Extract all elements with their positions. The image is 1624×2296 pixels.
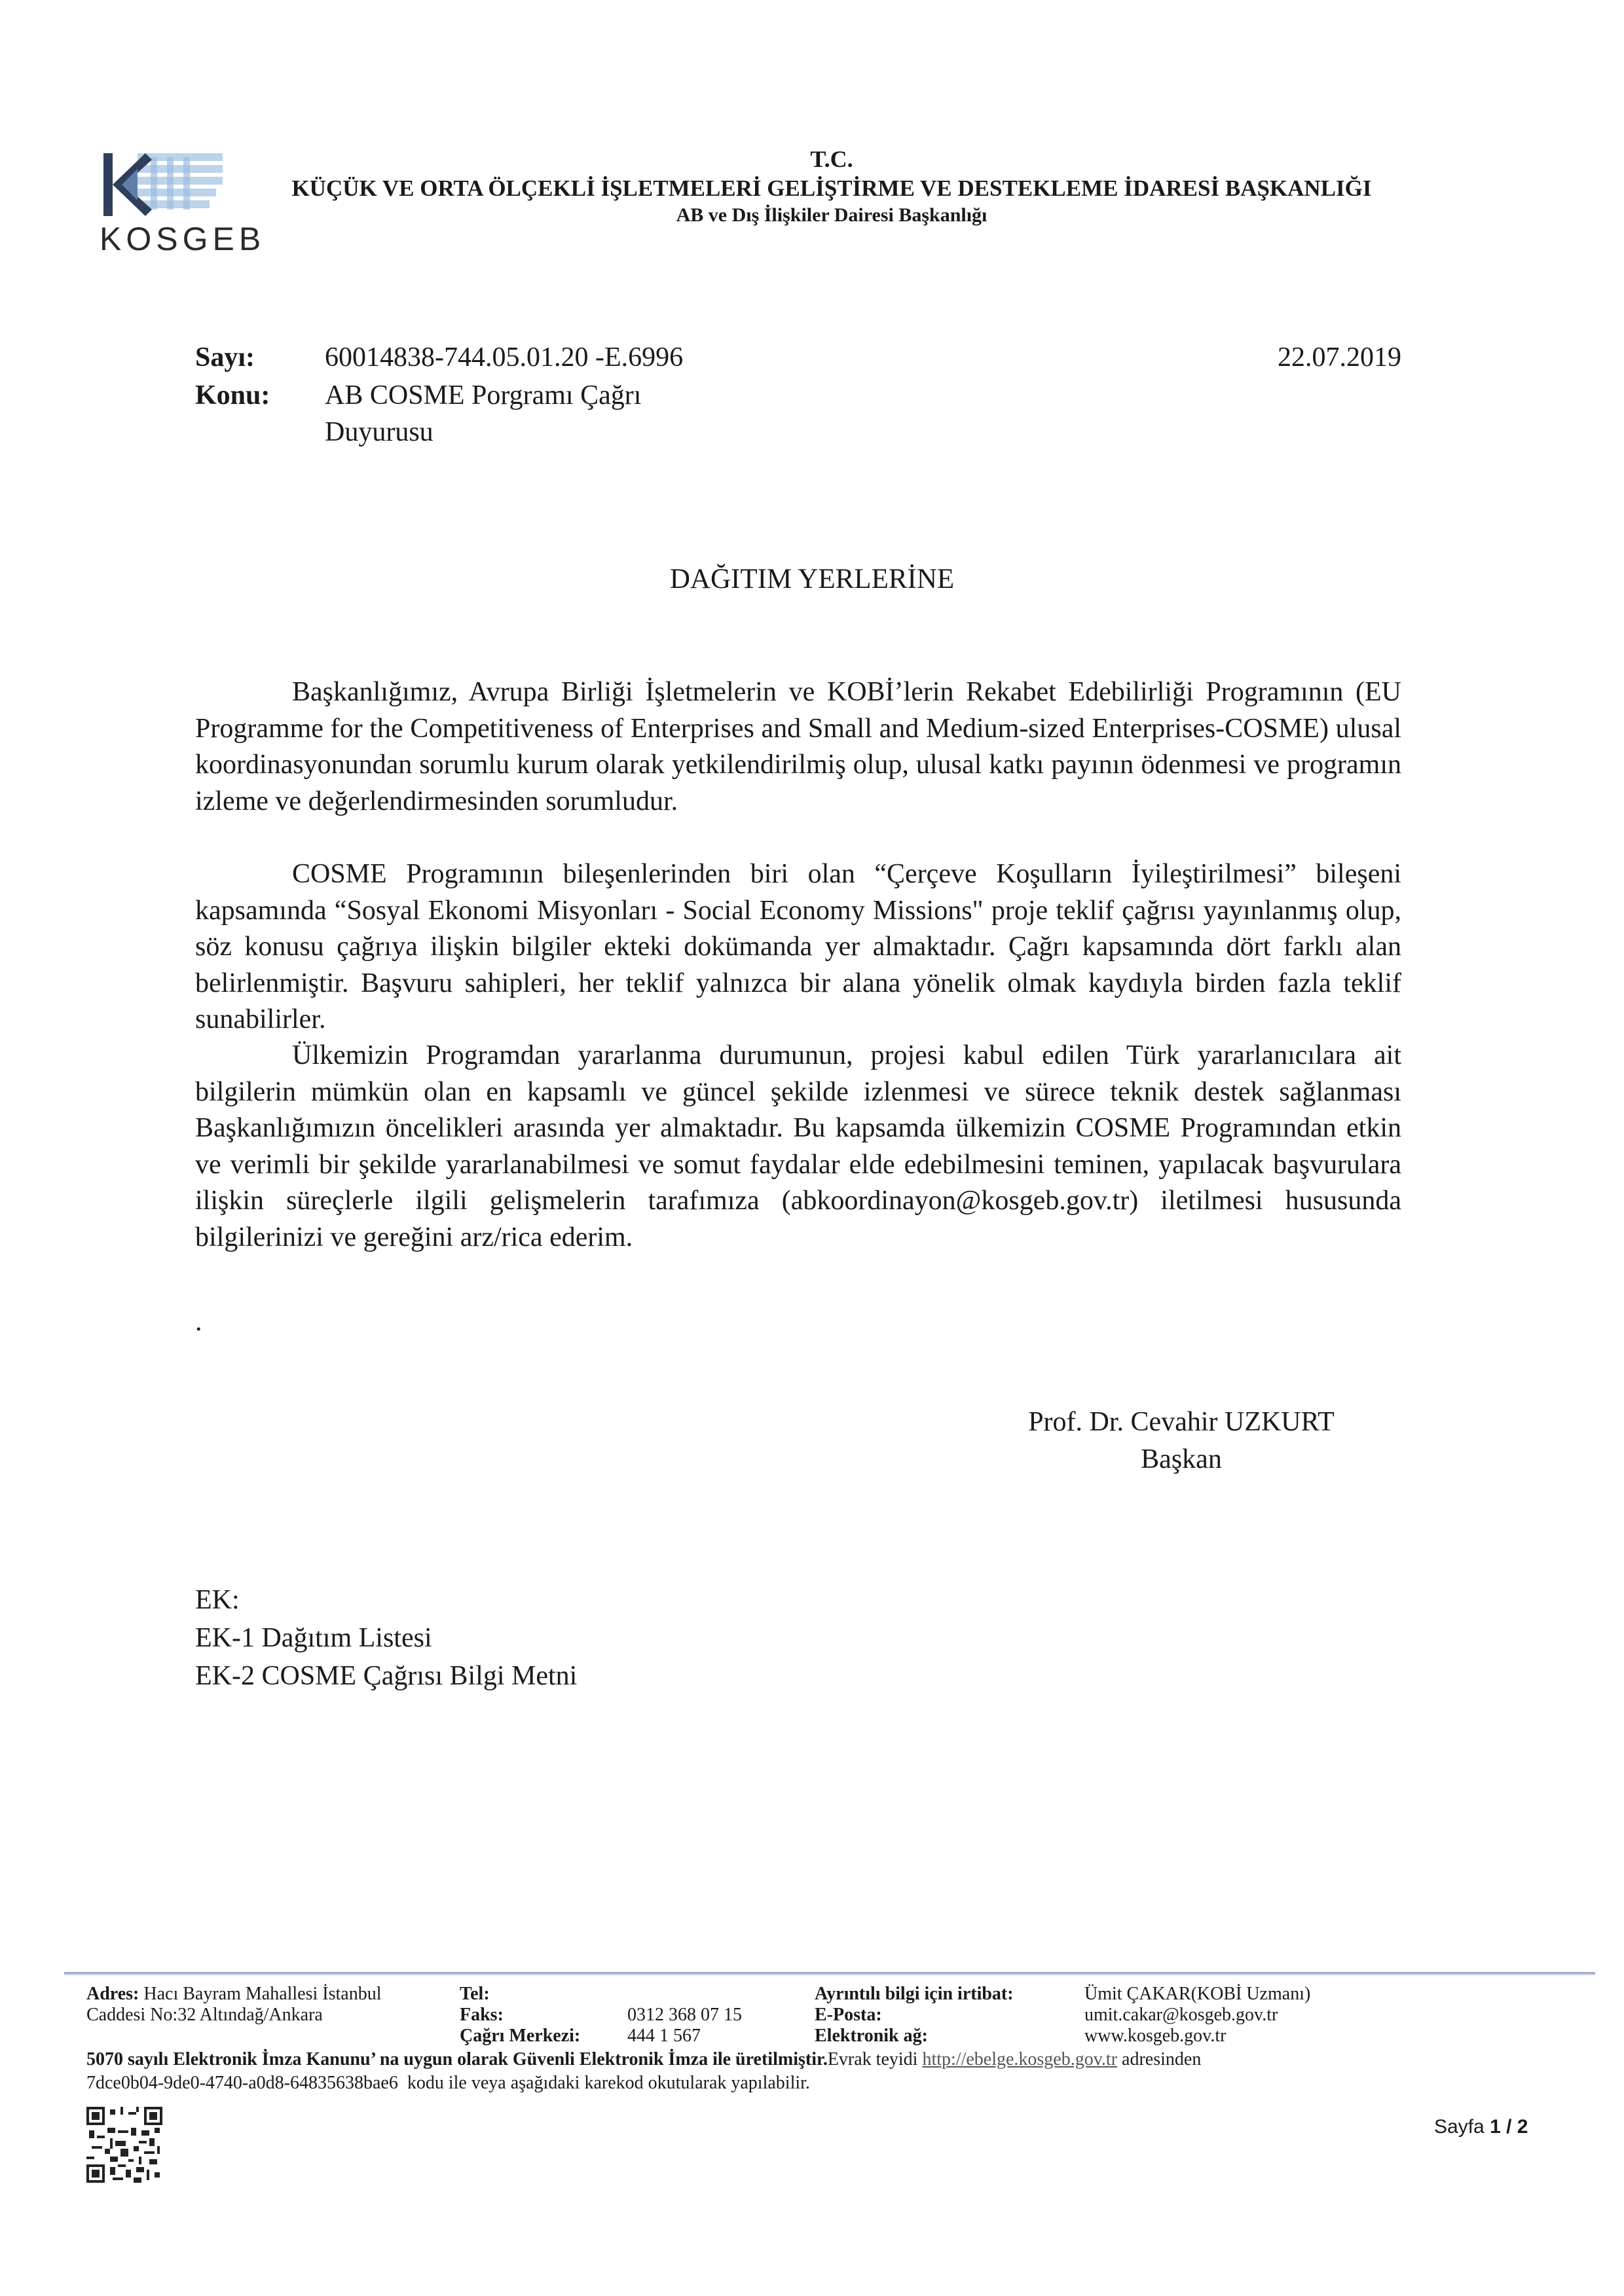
footer-contact-label: Ayrıntılı bilgi için irtibat:	[815, 1984, 1014, 2004]
verify-link[interactable]: http://ebelge.kosgeb.gov.tr	[922, 2049, 1118, 2069]
header-organization: KÜÇÜK VE ORTA ÖLÇEKLİ İŞLETMELERİ GELİŞTİRME VE DESTEKLEME İDARESİ BAŞKANLIĞI	[291, 175, 1372, 201]
footer-email-label: E-Posta:	[815, 2005, 882, 2025]
footer-esign-note: 5070 sayılı Elektronik İmza Kanunu’ na uygun olarak Güvenli Elektronik İmza ile üretilmiştir.Evrak teyidi http://ebelge.kosgeb.gov.tr adresinden	[86, 2049, 1202, 2069]
kosgeb-logo-text: KOSGEB	[100, 221, 266, 257]
attachments-title: EK:	[195, 1585, 240, 1615]
konu-label: Konu:	[195, 380, 270, 410]
footer-fax-value: 0312 368 07 15	[627, 2005, 742, 2025]
body-paragraph-1: Başkanlığımız, Avrupa Birliği İşletmelerin ve KOBİ’lerin Rekabet Edebilirliği Programının (EU Programme for the Competitiveness of Enterprises and Small and Medium-sized Enterprises-COSME) ulusal koordinasyonundan sorumlu kurum olarak yetkilendirilmiş olup, ulusal katkı payının ödenmesi ve programın izleme ve değerlendirmesinden sorumludur.	[195, 677, 1401, 816]
konu-line-2: Duyurusu	[325, 417, 434, 447]
footer-fax-label: Faks:	[460, 2005, 504, 2025]
attachment-item-1: EK-1 Dağıtım Listesi	[195, 1623, 432, 1653]
qr-code-icon[interactable]	[86, 2107, 162, 2183]
document-date: 22.07.2019	[1278, 342, 1401, 373]
footer-web-label: Elektronik ağ:	[815, 2026, 928, 2046]
signatory-name: Prof. Dr. Cevahir UZKURT	[1028, 1407, 1335, 1437]
footer-divider	[64, 1972, 1595, 1976]
sayi-label: Sayı:	[195, 342, 255, 373]
footer-contact-value: Ümit ÇAKAR(KOBİ Uzmanı)	[1084, 1984, 1311, 2004]
footer-address-line-2: Caddesi No:32 Altındağ/Ankara	[86, 2005, 323, 2025]
signatory-title: Başkan	[1141, 1444, 1222, 1474]
body-paragraph-3: Ülkemizin Programdan yararlanma durumunun, projesi kabul edilen Türk yararlanıcılara ait bilgilerin mümkün olan en kapsamlı ve güncel şekilde izlenmesi ve sürece teknik destek sağlanması Başkanlığımızın öncelikleri arasında yer almaktadır. Bu kapsamda ülkemizin COSME Programından etkin ve verimli bir şekilde yararlanabilmesi ve somut faydalar elde edebilmesini teminen, yapılacak başvurulara ilişkin süreçlerle ilgili gelişmelerin tarafımıza (abkoordinayon@kosgeb.gov.tr) iletilmesi hususunda bilgilerinizi ve gereğini arz/rica ederim.	[195, 1040, 1401, 1252]
doc-code: 7dce0b04-9de0-4740-a0d8-64835638bae6	[86, 2073, 398, 2093]
footer-call-center-label: Çağrı Merkezi:	[460, 2026, 581, 2046]
footer-doc-code-line: 7dce0b04-9de0-4740-a0d8-64835638bae6 kodu ile veya aşağıdaki karekod okutularak yapılabilir.	[86, 2073, 810, 2093]
recipient-heading: DAĞITIM YERLERİNE	[669, 564, 955, 594]
footer-address-line-1: Adres: Hacı Bayram Mahallesi İstanbul	[86, 1984, 382, 2004]
header-department: AB ve Dış İlişkiler Dairesi Başkanlığı	[676, 204, 987, 226]
stray-dot: .	[195, 1307, 202, 1337]
footer-email-value[interactable]: umit.cakar@kosgeb.gov.tr	[1084, 2005, 1278, 2025]
konu-line-1: AB COSME Porgramı Çağrı	[325, 380, 642, 410]
footer-tel-label: Tel:	[460, 1984, 490, 2004]
footer-web-value[interactable]: www.kosgeb.gov.tr	[1084, 2026, 1227, 2046]
header-tc: T.C.	[810, 146, 853, 172]
page-number: Sayfa 1 / 2	[1434, 2116, 1528, 2138]
footer-call-center-value: 444 1 567	[627, 2026, 701, 2046]
attachment-item-2: EK-2 COSME Çağrısı Bilgi Metni	[195, 1661, 578, 1691]
body-paragraph-2: COSME Programının bileşenlerinden biri olan “Çerçeve Koşulların İyileştirilmesi” bileşeni kapsamında “Sosyal Ekonomi Misyonları - Social Economy Missions" proje teklif çağrısı yayınlanmış olup, söz konusu çağrıya ilişkin bilgiler ekteki dokümanda yer almaktadır. Çağrı kapsamında dört farklı alan belirlenmiştir. Başvuru sahipleri, her teklif yalnızca bir alana yönelik olmak kaydıyla birden fazla teklif sunabilirler.	[195, 859, 1401, 1034]
sayi-value: 60014838-744.05.01.20 -E.6996	[325, 342, 684, 373]
